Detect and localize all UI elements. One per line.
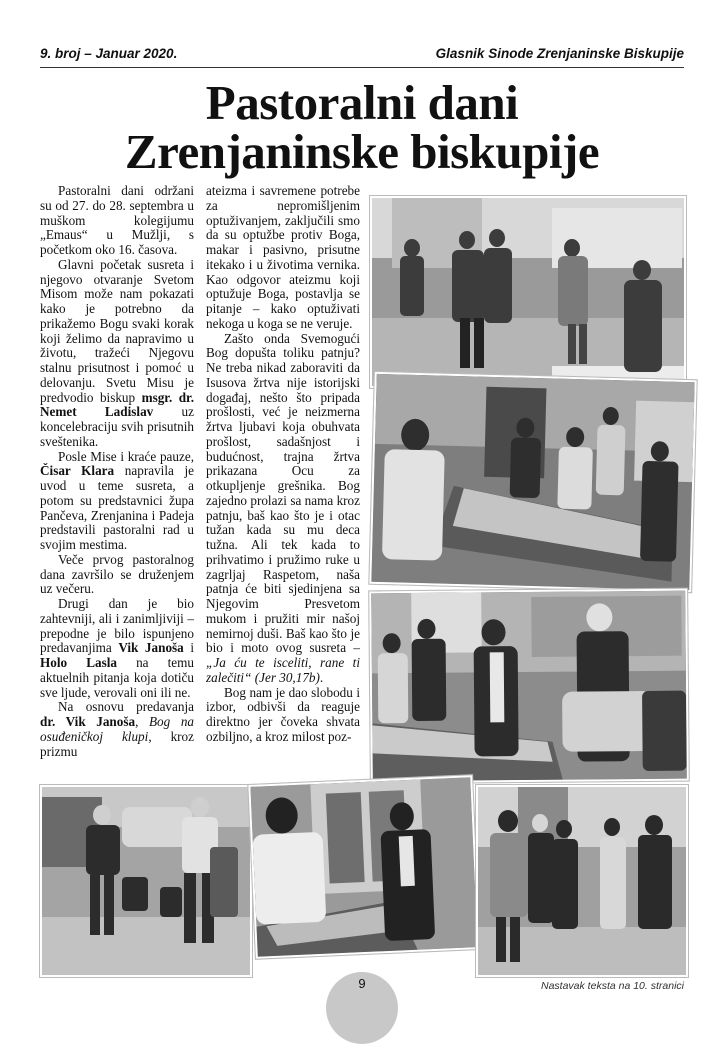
paragraph: Posle Mise i kraće pauze, Čisar Klara napravila je uvod u teme susreta, a potom su predstavnici župa Pančeva, Zrenjanina i Padeja predstavili pastoralni rad u svojim mestima. [40, 448, 194, 552]
page-header [40, 46, 684, 64]
lecture-title: Bog na osuđeničkoj klupi [40, 714, 195, 744]
title-line-2: Zrenjaninske biskupije [124, 124, 600, 179]
photo-card-table [369, 372, 696, 592]
name-bold: Holo Lasla [40, 655, 117, 670]
name-bold: dr. Vik Janoša [40, 714, 136, 729]
paragraph: Na osnovu predavanja dr. Vik Janoša, Bog na osuđeničkoj klupi, kroz prizmu [40, 699, 195, 759]
paragraph: Pastoralni dani održani su od 27. do 28. septembra u muškom kolegijumu „Emaus“ u Mužlji, s početkom oko 16. časova. [40, 183, 194, 257]
paragraph: Glavni početak susreta i njegovo otvaranje Svetom Misom može nam pokazati kako je potrebno da prikažemo Bogu svaki korak koji želimo da napravimo u životu, tražeći Njegovu stalnu prisutnost i pomoć u delovanju. Svetu Misu je predvodio biskup msgr. dr. Nemet Ladislav uz koncelebraciju svih prisutnih sveštenika. [40, 256, 194, 449]
article-title [40, 75, 684, 179]
paragraph: Veče prvog pastoralnog dana završilo se druženjem uz večeru. [40, 551, 194, 597]
photo-hall-table [369, 589, 689, 784]
title-line-1: Pastoralni dani [205, 75, 519, 130]
photo-woman-table [248, 775, 479, 959]
photo-group-walking [370, 196, 686, 388]
photo-men-walking [40, 785, 252, 977]
publication-name: Glasnik Sinode Zrenjaninske Biskupije [435, 46, 684, 61]
photo-group-standing [476, 785, 688, 977]
paragraph: Drugi dan je bio zahtevniji, ali i zanimljiviji – prepodne je bilo ispunjeno predavanjima Vik Janoša i Holo Lasla na temu aktuelnih pitanja koja dotiču sve ljude, verovali oni ili ne. [40, 596, 194, 700]
issue-label: 9. broj – Januar 2020. [40, 46, 178, 61]
paragraph: Bog nam je dao slobodu i izbor, odbivši da reaguje direktno jer čoveka shvata ozbiljno, a kroz milost poz- [206, 684, 360, 744]
continued-note: Nastavak teksta na 10. stranici [541, 980, 684, 992]
name-bold: msgr. dr. Nemet Ladislav [40, 389, 194, 420]
name-bold: Čisar Klara [40, 463, 115, 479]
text-column-1 [40, 184, 194, 776]
header-rule [40, 67, 684, 68]
paragraph: Zašto onda Svemogući Bog dopušta toliku patnju? Ne treba nikad zaboraviti da Isusova žrtva nije istorijski događaj, nešto što pripada prošlosti, već je neizmerna žrtva ljubavi koja obuhvata prošlost, sadašnjost i budućnost, trajna žrtva prikazana Ocu za otkupljenje grešnika. Bog zajedno prolazi sa nama kroz patnju, baš kao što je i otac tužan kada su mu deca tužna. Ali tek kada to prihvatimo i pružimo ruke u zagrljaj Raspetom, naša patnja će biti sjedinjena sa Njegovim Presvetom mukom i pružiti mir našoj nemirnoj duši. Baš kao što je bio i moto ovog susreta – „Ja ću te isceliti, rane ti zalečiti“ (Jer 30,17b). [206, 330, 360, 685]
page-number: 9 [358, 976, 366, 991]
paragraph: ateizma i savremene potrebe za nepromišljenim optuživanjem, zaključili smo da su optužbe protiv Boga, makar i pasivno, prisutne itekako i u životima vernika. Kao odgovor ateizmu koji optužuje Boga, postavlja se pitanje – kako optuživati nekoga u koga se ne veruje. [206, 183, 360, 331]
motto-quote: „Ja ću te isceliti, rane ti zalečiti“ (Jer 30,17b) [206, 655, 360, 685]
text-column-2 [206, 184, 360, 776]
name-bold: Vik Janoša [118, 640, 184, 656]
